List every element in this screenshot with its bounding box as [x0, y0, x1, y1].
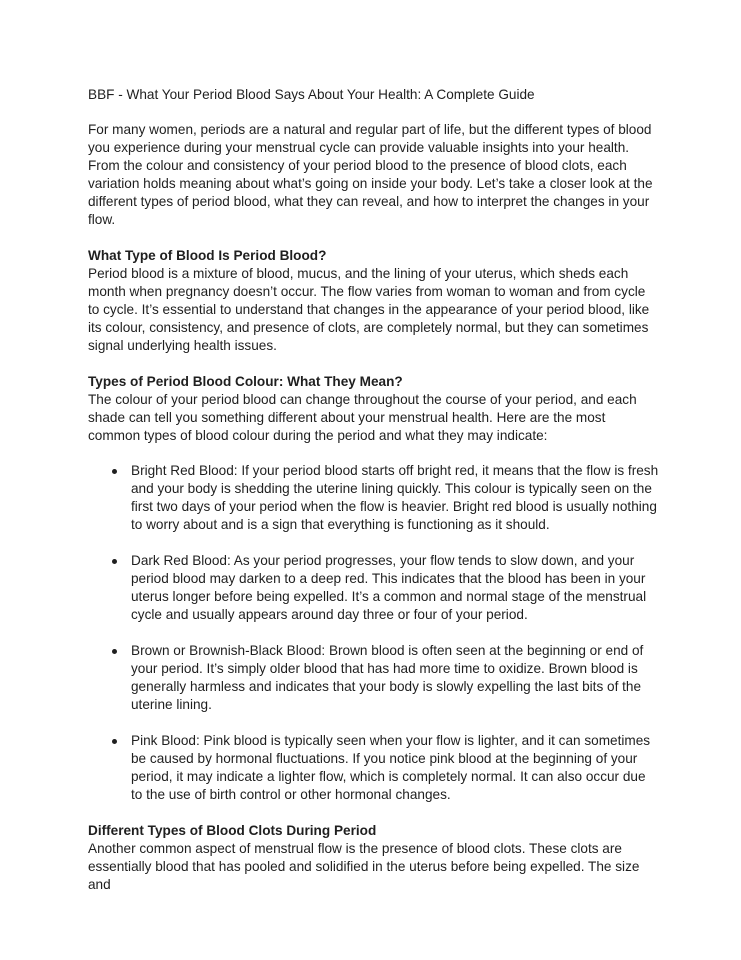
bullet-icon: [112, 739, 117, 744]
list-item-bright-red: [88, 462, 660, 534]
section-heading: What Type of Blood Is Period Blood?: [88, 248, 327, 263]
section-heading: Different Types of Blood Clots During Period: [88, 823, 377, 838]
document-page: [88, 86, 660, 912]
list-item-text: Brown or Brownish-Black Blood: Brown blood is often seen at the beginning or end of your period. It’s simply older blood that has had more time to oxidize. Brown blood is generally harmless and indicates that your body is slowly expelling the last bits of the uterine lining.: [131, 643, 644, 712]
list-item-dark-red: [88, 552, 660, 624]
section-body: The colour of your period blood can change throughout the course of your period, and each shade can tell you something different about your menstrual health. Here are the most common types of blood colour during the period and what they may indicate:: [88, 392, 637, 443]
section-what-type: [88, 247, 660, 355]
section-heading: Types of Period Blood Colour: What They Mean?: [88, 374, 403, 389]
section-blood-colour: [88, 373, 660, 804]
section-body: Another common aspect of menstrual flow is the presence of blood clots. These clots are essentially blood that has pooled and solidified in the uterus before being expelled. The size and: [88, 841, 640, 892]
section-body: Period blood is a mixture of blood, mucus, and the lining of your uterus, which sheds each month when pregnancy doesn’t occur. The flow varies from woman to woman and from cycle to cycle. It’s essential to understand that changes in the appearance of your period blood, like its colour, consistency, and presence of clots, are completely normal, but they can sometimes signal underlying health issues.: [88, 266, 650, 353]
intro-paragraph: For many women, periods are a natural and regular part of life, but the different types of blood you experience during your menstrual cycle can provide valuable insights into your health. From the colour and consistency of your period blood to the presence of blood clots, each variation holds meaning about what’s going on inside your body. Let’s take a closer look at the different types of period blood, what they can reveal, and how to interpret the changes in your flow.: [88, 122, 653, 227]
section-blood-clots: [88, 822, 660, 894]
document-title: BBF - What Your Period Blood Says About Your Health: A Complete Guide: [88, 87, 535, 102]
list-item-text: Pink Blood: Pink blood is typically seen when your flow is lighter, and it can sometimes be caused by hormonal fluctuations. If you notice pink blood at the beginning of your period, it may indicate a lighter flow, which is completely normal. It can also occur due to the use of birth control or other hormonal changes.: [131, 733, 651, 802]
bullet-icon: [112, 559, 117, 564]
list-item-brown: [88, 642, 660, 714]
list-item-pink: [88, 732, 660, 804]
blood-colour-list: [88, 462, 660, 804]
list-item-text: Dark Red Blood: As your period progresses, your flow tends to slow down, and your period blood may darken to a deep red. This indicates that the blood has been in your uterus longer before being expelled. It’s a common and normal stage of the menstrual cycle and usually appears around day three or four of your period.: [131, 553, 647, 622]
list-item-text: Bright Red Blood: If your period blood starts off bright red, it means that the flow is fresh and your body is shedding the uterine lining quickly. This colour is typically seen on the first two days of your period when the flow is heavier. Bright red blood is usually nothing to worry about and is a sign that everything is functioning as it should.: [131, 463, 659, 532]
bullet-icon: [112, 649, 117, 654]
bullet-icon: [112, 469, 117, 474]
